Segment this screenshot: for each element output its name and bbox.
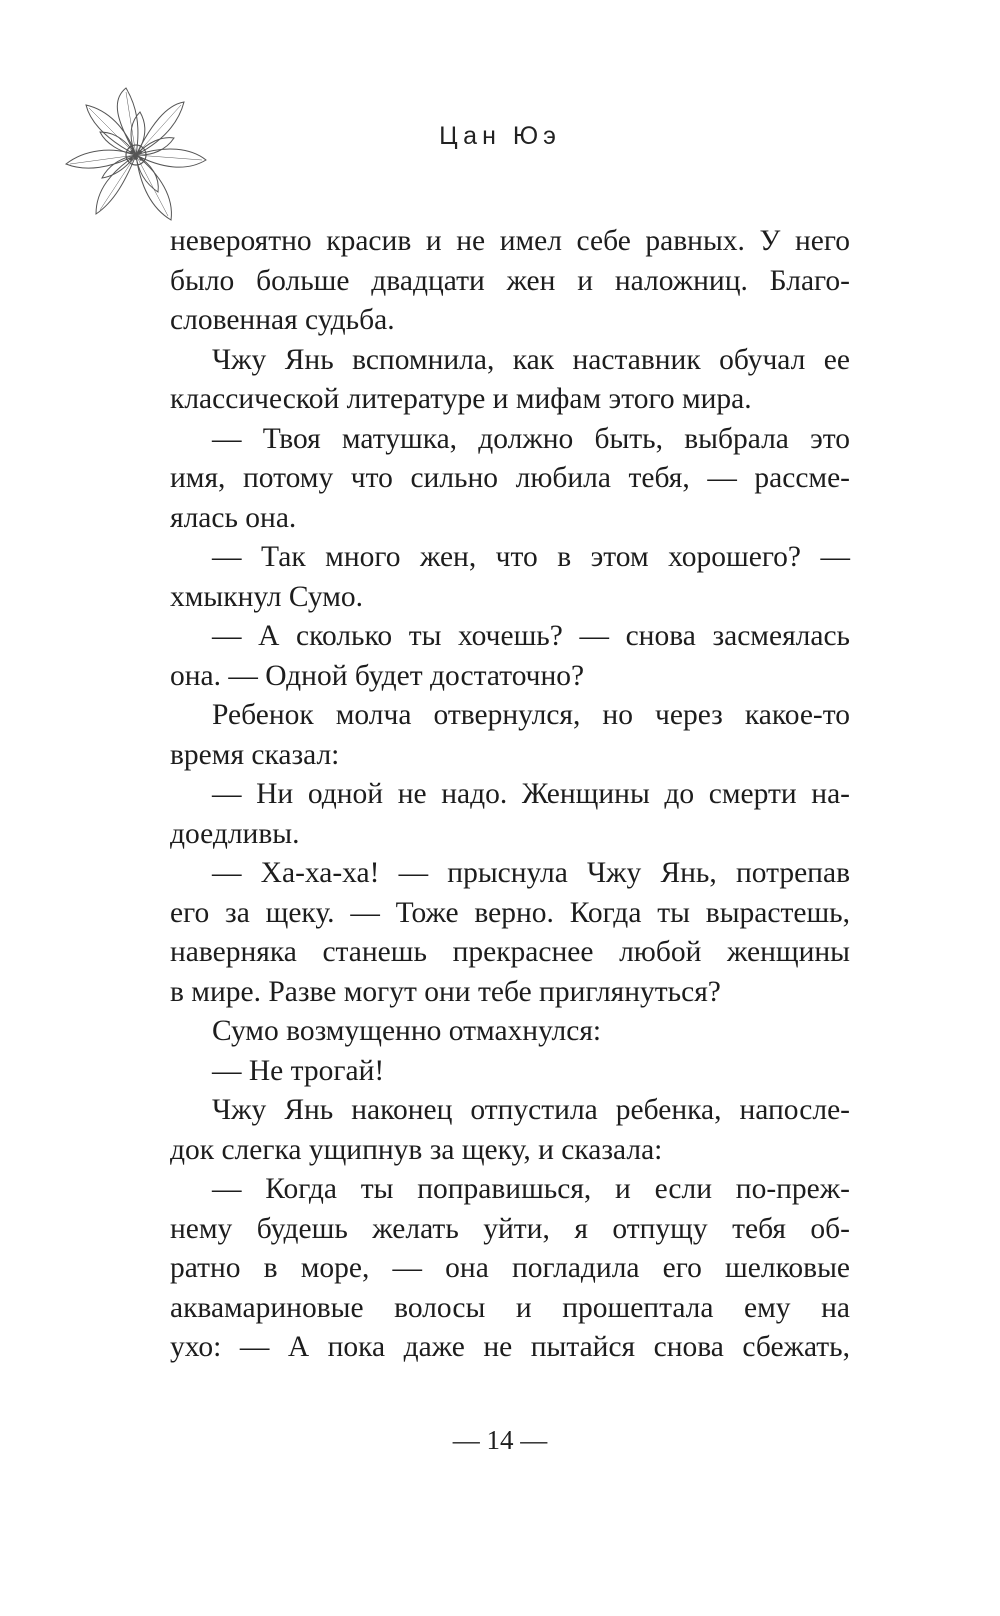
- text-line: имя, потому что сильно любила тебя, — рассме-: [170, 462, 850, 494]
- text-line: — Ха-ха-ха! — прыснула Чжу Янь, потрепав: [212, 857, 850, 889]
- text-line: Сумо возмущенно отмахнулся:: [212, 1015, 602, 1047]
- text-line: в мире. Разве могут они тебе приглянуться?: [170, 975, 721, 1008]
- text-line: она. — Одной будет достаточно?: [170, 659, 585, 692]
- body-text: [170, 222, 850, 1368]
- text-line: ратно в море, — она погладила его шелковые: [170, 1252, 850, 1284]
- running-title: Цан Юэ: [439, 122, 561, 150]
- text-line: наверняка станешь прекраснее любой женщины: [170, 936, 850, 968]
- text-line: — Не трогай!: [212, 1054, 385, 1087]
- text-line: его за щеку. — Тоже верно. Когда ты вырастешь,: [170, 896, 850, 929]
- text-line: ялась она.: [170, 501, 297, 534]
- text-line: ухо: — А пока даже не пытайся снова сбежать,: [170, 1331, 850, 1363]
- text-line: — Так много жен, что в этом хорошего? —: [212, 541, 850, 573]
- lotus-flower-icon: [56, 80, 216, 240]
- text-line: — А сколько ты хочешь? — снова засмеялась: [212, 620, 850, 652]
- text-line: аквамариновые волосы и прошептала ему на: [170, 1291, 850, 1324]
- text-line: время сказал:: [170, 738, 340, 771]
- page-number: — 14 —: [452, 1425, 548, 1455]
- text-line: классической литературе и мифам этого мира.: [170, 383, 752, 415]
- text-line: доедливы.: [170, 817, 300, 850]
- text-line: — Когда ты поправишься, и если по-преж-: [212, 1173, 850, 1205]
- text-line: — Твоя матушка, должно быть, выбрала это: [212, 422, 850, 455]
- text-line: нему будешь желать уйти, я отпущу тебя об-: [170, 1212, 850, 1245]
- text-line: невероятно красив и не имел себе равных. У него: [170, 225, 850, 257]
- text-line: док слегка ущипнув за щеку, и сказала:: [170, 1133, 663, 1166]
- text-line: хмыкнул Сумо.: [170, 580, 364, 613]
- text-line: Ребенок молча отвернулся, но через какое-то: [212, 699, 850, 731]
- text-line: Чжу Янь наконец отпустила ребенка, напосле-: [212, 1094, 850, 1126]
- text-line: было больше двадцати жен и наложниц. Благо-: [170, 264, 850, 297]
- text-line: Чжу Янь вспомнила, как наставник обучал ее: [212, 343, 850, 376]
- text-line: — Ни одной не надо. Женщины до смерти на-: [212, 778, 850, 810]
- text-line: словенная судьба.: [170, 304, 395, 336]
